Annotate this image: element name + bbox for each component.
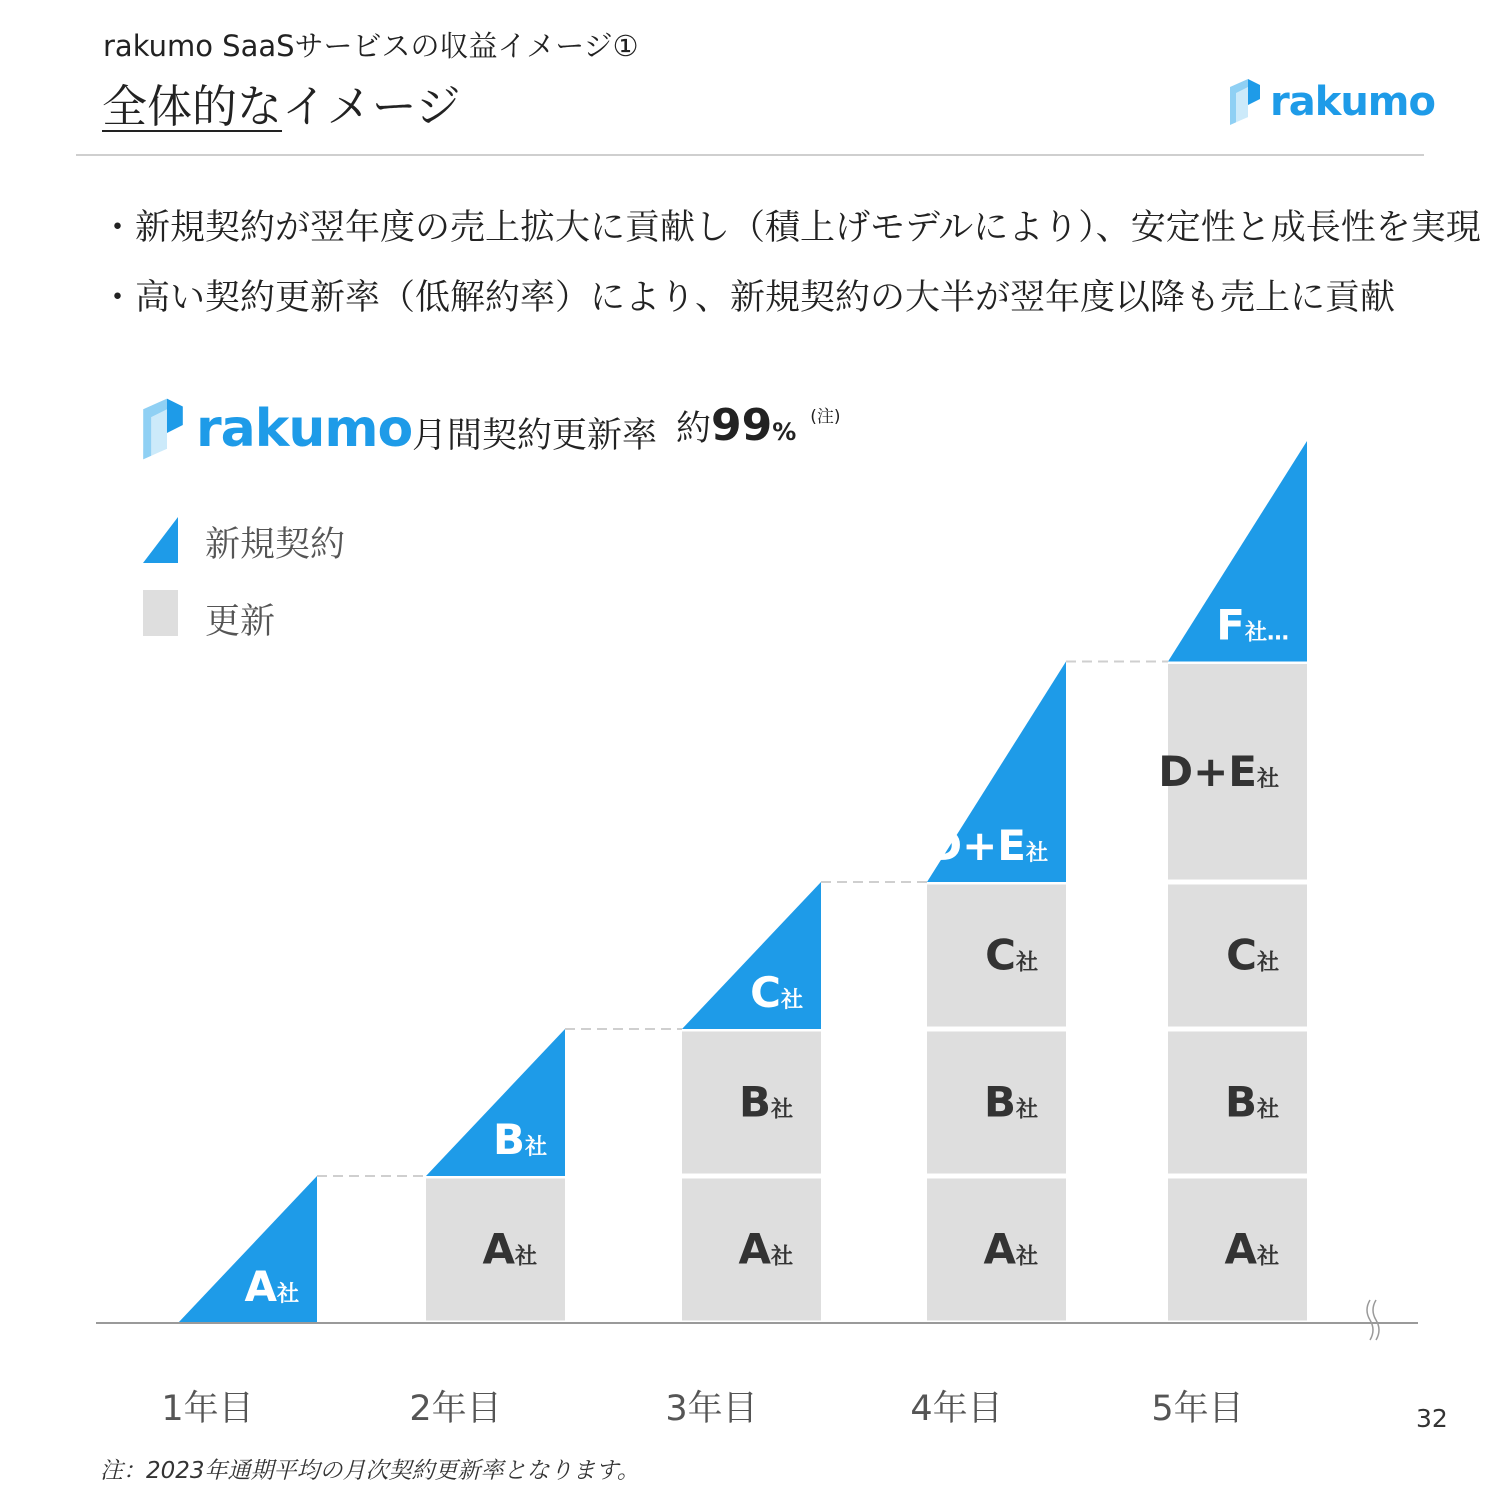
- x-axis-label: 5年目: [1151, 1389, 1244, 1429]
- renewal-label: A社: [983, 1224, 1038, 1274]
- page-number: 32: [1416, 1404, 1448, 1433]
- x-axis-label: 4年目: [910, 1389, 1003, 1429]
- new-contract-label: B社: [492, 1115, 547, 1164]
- slide-subtitle: rakumo SaaSサービスの収益イメージ①: [103, 29, 639, 63]
- legend-renewal-swatch: [143, 590, 178, 636]
- renewal-label: A社: [482, 1224, 537, 1274]
- slide-title-underlined: 全体的な: [102, 80, 283, 133]
- x-axis-label: 2年目: [409, 1389, 502, 1429]
- legend-renewal-label: 更新: [205, 602, 276, 642]
- new-contract-label: A社: [244, 1262, 299, 1311]
- legend-new-label: 新規契約: [205, 525, 346, 565]
- x-axis-label: 1年目: [161, 1389, 254, 1429]
- legend-new-swatch: [143, 517, 178, 563]
- rate-unit: %: [772, 418, 797, 446]
- renewal-label: A社: [738, 1224, 793, 1274]
- x-axis-label: 3年目: [665, 1389, 758, 1429]
- bullet-point: ・高い契約更新率（低解約率）により、新規契約の大半が翌年度以降も売上に貢献: [100, 278, 1396, 318]
- footnote: 注：2023年通期平均の月次契約更新率となります。: [100, 1458, 640, 1484]
- axis-break-icon: [1367, 1300, 1379, 1340]
- renewal-label: B社: [1224, 1077, 1279, 1127]
- slide-title-rest: イメージ: [282, 80, 461, 133]
- new-contract-label: F社…: [1216, 600, 1289, 650]
- rakumo-logo-text: rakumo: [196, 399, 413, 459]
- renewal-rate-label: 月間契約更新率: [412, 416, 658, 456]
- rakumo-logo-text: rakumo: [1270, 79, 1435, 125]
- renewal-label: C社: [985, 930, 1038, 980]
- renewal-label: C社: [1226, 930, 1279, 980]
- rate-prefix: 約: [676, 409, 712, 449]
- rate-number: 99: [711, 400, 773, 451]
- renewal-label: D+E社: [1158, 746, 1279, 796]
- rate-note: (注): [810, 407, 841, 427]
- renewal-label: B社: [738, 1077, 793, 1127]
- new-contract-label: C社: [750, 968, 803, 1017]
- renewal-label: A社: [1224, 1224, 1279, 1274]
- bullet-point: ・新規契約が翌年度の売上拡大に貢献し（積上げモデルにより）、安定性と成長性を実現: [100, 208, 1481, 248]
- renewal-label: B社: [983, 1077, 1038, 1127]
- new-contract-label: D+E社: [927, 821, 1048, 870]
